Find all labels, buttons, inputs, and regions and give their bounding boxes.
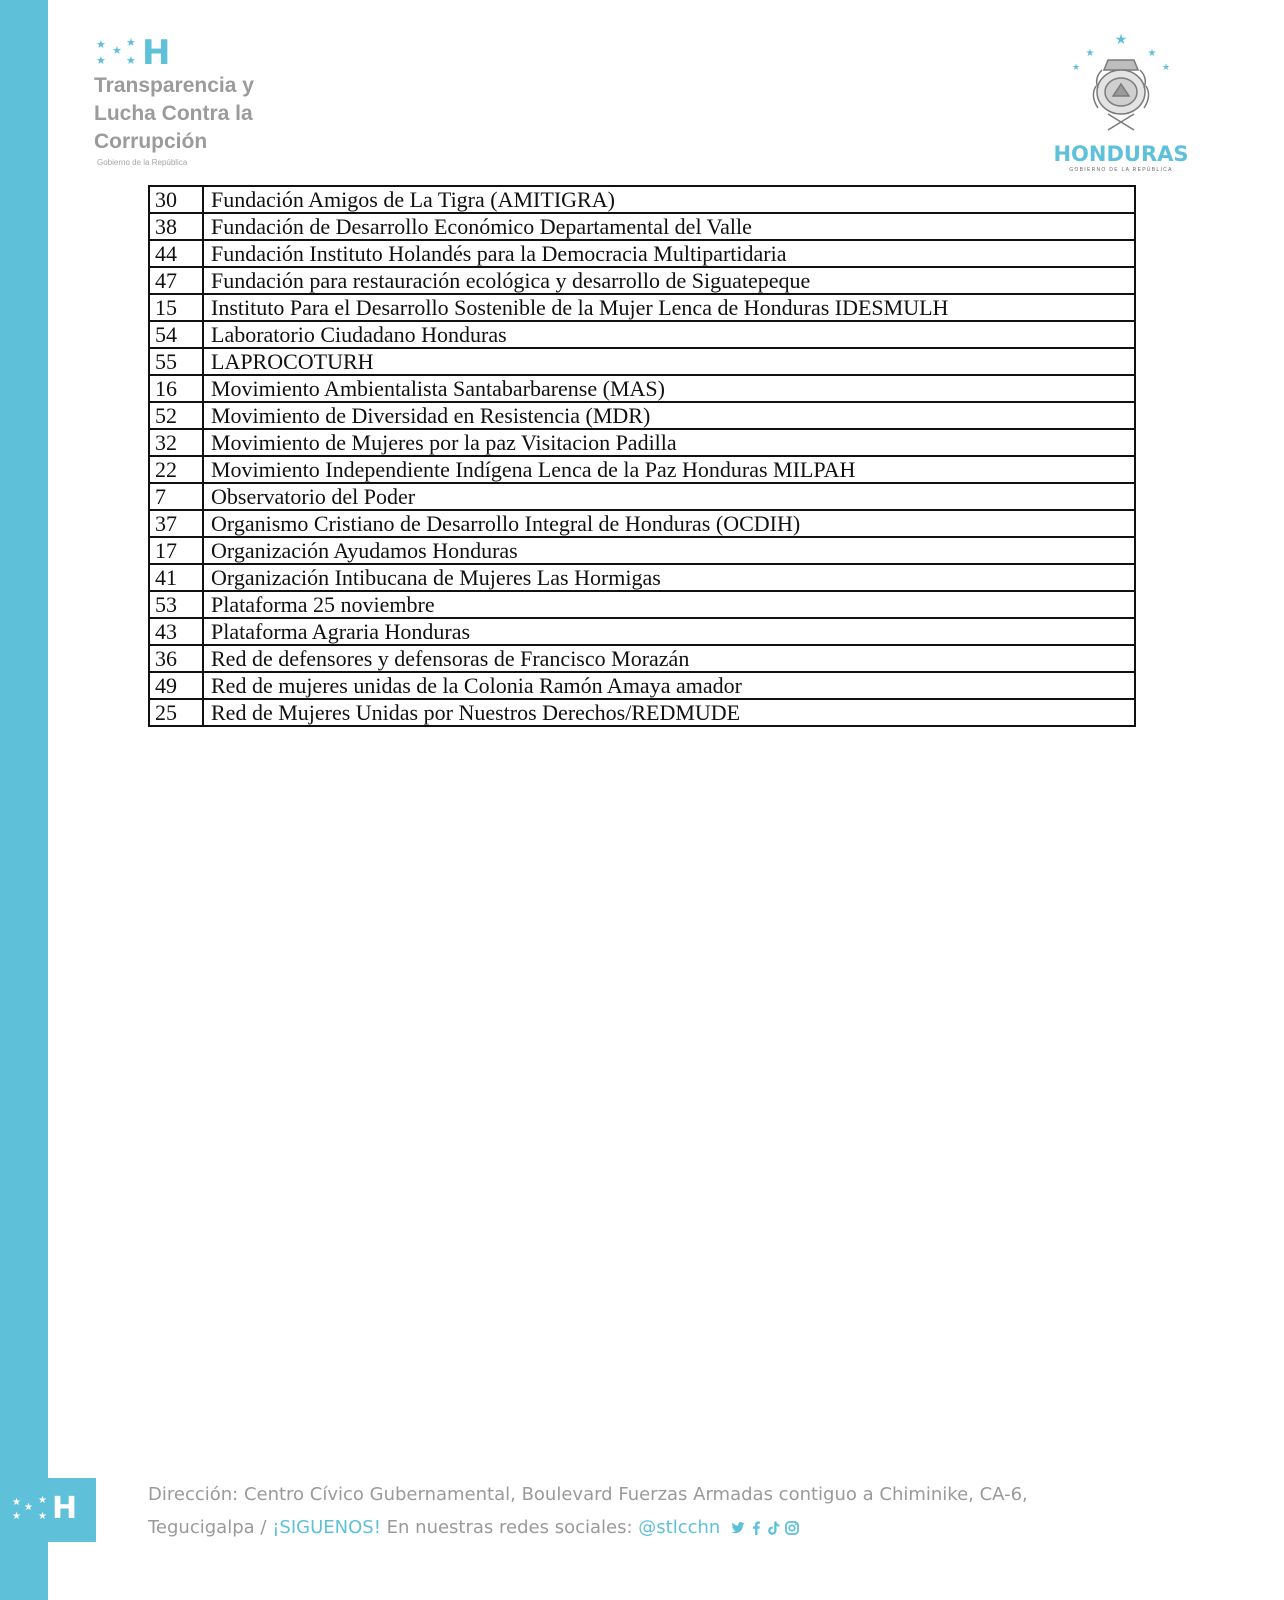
stars-icon: ★ ★ ★ ★ ★ — [12, 1495, 47, 1522]
table-row — [149, 456, 1135, 483]
organizations-table — [148, 185, 1136, 727]
table-row — [149, 510, 1135, 537]
table-row — [149, 591, 1135, 618]
organization-name-cell: Plataforma Agraria Honduras — [203, 618, 1135, 645]
row-number-cell: 52 — [149, 402, 203, 429]
organization-name-cell: Fundación para restauración ecológica y desarrollo de Siguatepeque — [203, 267, 1135, 294]
organization-name-cell: Movimiento Ambientalista Santabarbarense (MAS) — [203, 375, 1135, 402]
row-number-cell: 49 — [149, 672, 203, 699]
organization-name-cell: Fundación Instituto Holandés para la Democracia Multipartidaria — [203, 240, 1135, 267]
organization-name-cell: Fundación Amigos de La Tigra (AMITIGRA) — [203, 186, 1135, 213]
stl-logo — [94, 34, 314, 167]
svg-text:★: ★ — [1071, 63, 1081, 73]
row-number-cell: 44 — [149, 240, 203, 267]
organization-name-cell: Movimiento Independiente Indígena Lenca de la Paz Honduras MILPAH — [203, 456, 1135, 483]
organization-name-cell: Plataforma 25 noviembre — [203, 591, 1135, 618]
social-icons — [730, 1520, 800, 1536]
organization-name-cell: Red de Mujeres Unidas por Nuestros Derechos/REDMUDE — [203, 699, 1135, 726]
organization-name-cell: Movimiento de Mujeres por la paz Visitacion Padilla — [203, 429, 1135, 456]
row-number-cell: 32 — [149, 429, 203, 456]
organization-name-cell: Red de defensores y defensoras de Francisco Morazán — [203, 645, 1135, 672]
row-number-cell: 54 — [149, 321, 203, 348]
table-row — [149, 537, 1135, 564]
footer-address: Dirección: Centro Cívico Gubernamental, Boulevard Fuerzas Armadas contiguo a Chiminike, CA-6, — [148, 1484, 1028, 1505]
honduras-logo — [1046, 30, 1196, 173]
footer-handle[interactable]: @stlcchn — [638, 1517, 721, 1538]
stl-logo-subtitle: Gobierno de la República — [97, 158, 188, 167]
row-number-cell: 7 — [149, 483, 203, 510]
organization-name-cell: LAPROCOTURH — [203, 348, 1135, 375]
table-row — [149, 699, 1135, 726]
h-logo-icon: H — [52, 1491, 78, 1526]
organization-name-cell: Organismo Cristiano de Desarrollo Integral de Honduras (OCDIH) — [203, 510, 1135, 537]
row-number-cell: 37 — [149, 510, 203, 537]
row-number-cell: 15 — [149, 294, 203, 321]
stl-logo-line-1: Transparencia y — [94, 74, 254, 97]
table-row — [149, 321, 1135, 348]
row-number-cell: 41 — [149, 564, 203, 591]
left-accent-bar — [0, 0, 48, 1600]
stl-logo-mark — [94, 33, 314, 73]
footer-logo-badge — [0, 1478, 96, 1542]
table-row — [149, 672, 1135, 699]
organization-name-cell: Organización Intibucana de Mujeres Las Hormigas — [203, 564, 1135, 591]
footer-contact — [148, 1478, 1148, 1544]
table-row — [149, 483, 1135, 510]
honduras-logo-title: HONDURAS — [1053, 142, 1189, 166]
organization-name-cell: Observatorio del Poder — [203, 483, 1135, 510]
table-row — [149, 564, 1135, 591]
footer-city: Tegucigalpa / — [148, 1517, 267, 1538]
row-number-cell: 17 — [149, 537, 203, 564]
twitter-icon[interactable] — [730, 1520, 746, 1536]
row-number-cell: 16 — [149, 375, 203, 402]
stl-logo-line-2: Lucha Contra la — [94, 102, 253, 125]
table-row — [149, 375, 1135, 402]
organizations-table-body — [149, 186, 1135, 726]
honduras-logo-subtitle: GOBIERNO DE LA REPÚBLICA — [1069, 167, 1173, 173]
organization-name-cell: Organización Ayudamos Honduras — [203, 537, 1135, 564]
stl-logo-line-3: Corrupción — [94, 130, 208, 153]
table-row — [149, 618, 1135, 645]
tiktok-icon[interactable] — [766, 1520, 782, 1536]
svg-text:★: ★ — [1147, 48, 1157, 59]
svg-text:★: ★ — [1161, 63, 1171, 73]
table-row — [149, 402, 1135, 429]
table-row — [149, 348, 1135, 375]
organization-name-cell: Fundación de Desarrollo Económico Departamental del Valle — [203, 213, 1135, 240]
row-number-cell: 25 — [149, 699, 203, 726]
h-logo-icon: H — [142, 33, 171, 73]
table-row — [149, 294, 1135, 321]
row-number-cell: 30 — [149, 186, 203, 213]
svg-text:★: ★ — [1085, 48, 1095, 59]
stl-logo-name — [94, 72, 314, 156]
table-row — [149, 429, 1135, 456]
row-number-cell: 36 — [149, 645, 203, 672]
organization-name-cell: Red de mujeres unidas de la Colonia Ramón Amaya amador — [203, 672, 1135, 699]
footer-follow: ¡SIGUENOS! — [272, 1517, 381, 1538]
coat-of-arms-icon — [1046, 30, 1196, 138]
row-number-cell: 53 — [149, 591, 203, 618]
table-row — [149, 267, 1135, 294]
row-number-cell: 47 — [149, 267, 203, 294]
organization-name-cell: Movimiento de Diversidad en Resistencia (MDR) — [203, 402, 1135, 429]
table-row — [149, 645, 1135, 672]
instagram-icon[interactable] — [784, 1520, 800, 1536]
organization-name-cell: Laboratorio Ciudadano Honduras — [203, 321, 1135, 348]
table-row — [149, 186, 1135, 213]
table-row — [149, 213, 1135, 240]
stars-icon: ★ ★ ★ ★ ★ — [96, 37, 136, 67]
facebook-icon[interactable] — [748, 1520, 764, 1536]
row-number-cell: 43 — [149, 618, 203, 645]
footer-social-line — [148, 1511, 1148, 1544]
row-number-cell: 22 — [149, 456, 203, 483]
row-number-cell: 38 — [149, 213, 203, 240]
row-number-cell: 55 — [149, 348, 203, 375]
table-row — [149, 240, 1135, 267]
organization-name-cell: Instituto Para el Desarrollo Sostenible de la Mujer Lenca de Honduras IDESMULH — [203, 294, 1135, 321]
svg-text:★: ★ — [1114, 32, 1128, 48]
footer-social-text: En nuestras redes sociales: — [386, 1517, 633, 1538]
